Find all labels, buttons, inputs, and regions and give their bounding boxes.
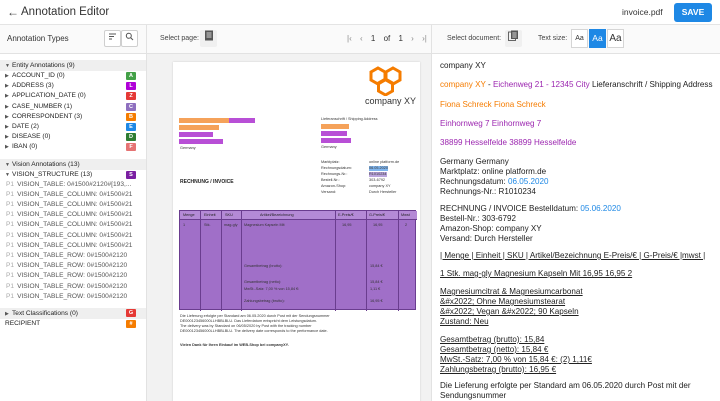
entity-row[interactable] [0, 81, 146, 91]
vision-item-label: VISION_TABLE: 0#1500#2120#[193,... [17, 180, 132, 188]
company-logo-icon [368, 66, 404, 96]
top-bar [0, 0, 720, 25]
back-arrow-icon[interactable]: ← [7, 5, 19, 19]
table-header-row: Menge Einheit SKU Artikel/Bezeichnung E-Preis/€ G-Preis/€ Mwst [180, 211, 417, 220]
meta-value: online platform.de [369, 160, 400, 164]
page-total: 1 [398, 34, 403, 43]
select-page-label: Select page: [160, 35, 199, 42]
vision-item-label: VISION_TABLE_COLUMN: 0#1500#21 [17, 221, 133, 229]
entity-annotations-header[interactable]: ▼ Entity Annotations (9) [0, 60, 146, 71]
vision-item-label: VISION_TABLE_COLUMN: 0#1500#21 [17, 190, 133, 198]
caret-right-icon: ▶ [5, 113, 9, 120]
text-size-medium-button[interactable]: Aa [589, 29, 606, 48]
address-highlight[interactable] [321, 138, 351, 143]
recipient-row[interactable]: RECIPIENT # [0, 319, 146, 329]
doc-country-right: Germany [321, 145, 337, 149]
table-desc-text: &#x2022; Vegan &#x2022; 90 Kapseln [440, 307, 579, 316]
entity-row[interactable] [0, 142, 146, 152]
doc-footer-line: DE000123456000LLHBBLBLU. Das Lieferdatum entspricht dem Leistungsdatum. [180, 319, 317, 323]
entity-badge: E [126, 123, 136, 131]
total-text: Gesamtbetrag (netto): 15,84 € [440, 345, 549, 354]
entity-list [0, 71, 146, 153]
table-desc-text: Magnesiumcitrat & Magnesiumcarbonat [440, 287, 583, 296]
meta-label: Rechnungsdatum: [321, 166, 352, 170]
caret-right-icon: ▶ [5, 93, 9, 100]
vision-item-row[interactable] [0, 220, 146, 230]
caret-right-icon: ▶ [5, 123, 9, 130]
correspondent-annotation[interactable]: Fiona Schreck Fiona Schreck [440, 100, 546, 109]
table-desc-text: Zustand: Neu [440, 317, 489, 326]
table-desc-text: &#x2022; Ohne Magnesiumstearat [440, 297, 566, 306]
file-name: invoice.pdf [622, 7, 663, 17]
entity-label: DISEASE (0) [12, 133, 51, 141]
meta-label: Amazon-Shop: [321, 184, 347, 188]
address-annotation[interactable]: Eichenweg 21 - 12345 City [492, 80, 590, 89]
footer-text: Die Lieferung erfolgte per Standard am 06.05.2020 durch Post mit der [440, 381, 691, 390]
text-size-large-button[interactable]: Aa [607, 29, 624, 48]
annotation-sidebar [0, 54, 146, 401]
caret-right-icon: ▶ [5, 310, 9, 317]
caret-down-icon: ▼ [5, 63, 10, 69]
vision-annotations-header[interactable]: ▼ Vision Annotations (13) [0, 159, 146, 170]
vision-item-label: VISION_TABLE_ROW: 0#1500#2120 [17, 272, 128, 280]
text-line: Bestell-Nr.: 303-6792 [440, 214, 517, 223]
vision-list [0, 180, 146, 302]
address-highlight[interactable] [179, 132, 213, 137]
entity-row[interactable] [0, 71, 146, 81]
page-prefix: P1 [6, 252, 15, 259]
meta-value: Durch Hersteller [369, 190, 397, 194]
caret-right-icon: ▶ [5, 83, 9, 90]
text-line: Versand: Durch Hersteller [440, 234, 533, 243]
page-prefix: P1 [6, 231, 15, 239]
vision-item-row[interactable] [0, 251, 146, 261]
page-prefix: P1 [6, 241, 15, 249]
vision-item-row[interactable] [0, 231, 146, 241]
annotation-types-label: Annotation Types [7, 34, 69, 43]
page-prefix: P1 [6, 201, 15, 209]
meta-value: company XY [369, 184, 391, 188]
address-highlight[interactable] [321, 131, 347, 136]
vision-item-label: VISION_TABLE_COLUMN: 0#1500#21 [17, 211, 133, 219]
text-classifications-header[interactable]: ▶ Text Classifications (0) G [0, 308, 146, 319]
text-line: Germany Germany [440, 157, 509, 166]
meta-label: Bestell-Nr.: [321, 178, 340, 182]
caret-down-icon: ▼ [5, 171, 10, 178]
page-prefix: P1 [6, 211, 15, 219]
page-current: 1 [370, 34, 376, 43]
entity-badge: L [126, 82, 136, 90]
prev-page-icon[interactable]: ‹ [359, 34, 363, 43]
case-number-highlight[interactable]: R1010234 [369, 172, 387, 176]
payment-text: Zahlungsbetrag (brutto): 16,95 € [440, 365, 557, 374]
page-prefix: P1 [6, 221, 15, 229]
entity-badge: A [126, 72, 136, 80]
doc-footer-line: DE000123456000LLHBBLBLU. The delivery date corresponds to the performance date. [180, 329, 328, 333]
entity-badge: C [126, 103, 136, 111]
text-size-label: Text size: [538, 35, 568, 42]
invoice-page[interactable] [173, 62, 420, 401]
meta-label: Rechnungs-Nr.: [321, 172, 348, 176]
text-line: RECHNUNG / INVOICE Bestelldatum: 05.06.2020 [440, 204, 621, 213]
vision-structure-row[interactable]: ▼ VISION_STRUCTURE (13) S [0, 170, 146, 180]
vision-item-label: VISION_TABLE_ROW: 0#1500#2120 [17, 262, 128, 270]
footer-text: Sendungsnummer [440, 391, 507, 400]
vision-item-row[interactable] [0, 180, 146, 190]
page-title: Annotation Editor [21, 6, 110, 18]
vision-item-row[interactable] [0, 271, 146, 281]
address-annotation[interactable]: 38899 Hesselfelde 38899 Hesselfelde [440, 138, 577, 147]
text-line: company XY [440, 61, 486, 70]
page-prefix: P1 [6, 282, 15, 290]
caret-down-icon: ▼ [5, 161, 10, 168]
address-annotation[interactable]: Einhornweg 7 Einhornweg 7 [440, 119, 542, 128]
entity-label: CASE_NUMBER (1) [12, 102, 73, 110]
caret-right-icon: ▶ [5, 73, 9, 79]
text-line: Rechnungsdatum: 06.05.2020 [440, 177, 549, 186]
entity-label: APPLICATION_DATE (0) [12, 92, 86, 100]
page-prefix: P1 [6, 272, 15, 280]
vision-item-row[interactable] [0, 292, 146, 302]
vision-item-label: VISION_TABLE_COLUMN: 0#1500#21 [17, 241, 133, 249]
vision-item-label: VISION_TABLE_COLUMN: 0#1500#21 [17, 231, 133, 239]
vision-item-row[interactable] [0, 241, 146, 251]
company-logo-text: company XY [365, 96, 417, 106]
vision-item-row[interactable] [0, 261, 146, 271]
caret-right-icon: ▶ [5, 134, 9, 141]
text-line: Amazon-Shop: company XY [440, 224, 542, 233]
entity-row[interactable] [0, 102, 146, 112]
vision-item-label: VISION_TABLE_ROW: 0#1500#2120 [17, 292, 128, 300]
entity-row[interactable] [0, 91, 146, 101]
table-row-text: 1 Stk. mag-gly Magnesium Kapseln Mit 16,95 16,95 2 [440, 269, 633, 278]
doc-country: Germany [180, 146, 196, 150]
date-highlight[interactable]: 06.05.2020 [369, 166, 389, 170]
vision-item-label: VISION_TABLE_COLUMN: 0#1500#21 [17, 201, 133, 209]
entity-badge: Z [126, 92, 136, 100]
entity-row[interactable] [0, 112, 146, 122]
sort-icon[interactable] [104, 30, 121, 47]
page-prefix: P1 [6, 262, 15, 270]
text-classifications-badge: G [126, 309, 136, 317]
document-select-icon[interactable] [505, 30, 522, 47]
vision-item-label: VISION_TABLE_ROW: 0#1500#2120 [17, 252, 128, 259]
address-highlight[interactable] [229, 118, 255, 123]
entity-label: ACCOUNT_ID (0) [12, 72, 65, 79]
entity-badge: B [126, 113, 136, 121]
page-thumbnail-icon[interactable] [200, 30, 217, 47]
date-annotation[interactable]: 05.06.2020 [580, 204, 621, 213]
correspondent-highlight[interactable] [321, 124, 349, 129]
vision-table-highlight[interactable]: Menge Einheit SKU Artikel/Bezeichnung E-Preis/€ G-Preis/€ Mwst 1 Stk. mag-gly Magnesium Kapseln Mit 16,95 16,95 2 Gesamtbetrag (brutto): 15,84 € Gesamtbetrag (netto): 15,84 € MwSt.-Satz: 7,00 % von 15,84 €: 1,11 € Zahlungsbetrag (brutto): 16,95 € [179, 210, 416, 310]
page-prefix: P1 [6, 180, 15, 188]
first-page-icon[interactable]: |‹ [347, 34, 352, 43]
correspondent-highlight[interactable] [179, 125, 219, 130]
doc-footer-line: The delivery was by Standard on 06/05/2020 by Post with the tracking number [180, 324, 312, 328]
page-of: of [383, 34, 391, 43]
next-page-icon[interactable]: › [411, 34, 414, 43]
recipient-badge: # [126, 320, 136, 328]
entity-row[interactable] [0, 122, 146, 132]
entity-label: DATE (2) [12, 122, 39, 130]
last-page-icon[interactable]: ›| [422, 34, 427, 43]
meta-label: Versand: [321, 190, 336, 194]
text-line: Marktplatz: online platform.de [440, 167, 547, 176]
total-text: Gesamtbetrag (brutto): 15,84 [440, 335, 545, 344]
vision-item-row[interactable] [0, 282, 146, 292]
text-line: Rechnungs-Nr.: R1010234 [440, 187, 536, 196]
vat-text: MwSt.-Satz: 7,00 % von 15,84 €: (2) 1,11€ [440, 355, 592, 364]
table-header-text: | Menge | Einheit | SKU | Artikel/Bezeichnung E-Preis/€ | G-Preis/€ |mwst | [440, 251, 706, 260]
entity-label: IBAN (0) [12, 143, 38, 151]
entity-label: ADDRESS (3) [12, 82, 54, 90]
entity-label: CORRESPONDENT (3) [12, 112, 83, 120]
page-prefix: P1 [6, 292, 15, 300]
vision-item-label: VISION_TABLE_ROW: 0#1500#2120 [17, 282, 128, 290]
search-icon[interactable] [121, 30, 138, 47]
text-size-small-button[interactable]: Aa [571, 29, 588, 48]
correspondent-annotation[interactable]: company XY [440, 80, 486, 89]
select-document-label: Select document: [447, 35, 502, 42]
save-button[interactable]: SAVE [674, 3, 712, 22]
correspondent-highlight[interactable] [179, 118, 229, 123]
entity-badge: F [126, 143, 136, 151]
pager [347, 34, 433, 43]
invoice-heading: RECHNUNG / INVOICE [180, 179, 234, 185]
vision-structure-badge: S [126, 171, 136, 179]
doc-thanks-line: Vielen Dank für Ihren Einkauf im WEB-Shop bei companyXY. [180, 343, 289, 347]
doc-footer-line: Die Lieferung erfolgte per Standard am 06.05.2020 durch Post mit der Sendungsnummer [180, 314, 330, 318]
document-preview-pane [147, 54, 431, 401]
sub-toolbar [0, 25, 720, 54]
entity-row[interactable] [0, 132, 146, 142]
meta-value: 303-6792 [369, 178, 386, 182]
vision-item-row[interactable] [0, 210, 146, 220]
meta-label: Marktplatz: [321, 160, 340, 164]
doc-sender-line: Lieferanschrift / Shipping Address [321, 117, 378, 121]
text-line: company XY - Eichenweg 21 - 12345 City Lieferanschrift / Shipping Address [440, 80, 713, 89]
address-highlight[interactable] [179, 139, 223, 144]
page-prefix: P1 [6, 190, 15, 198]
date-annotation[interactable]: 06.05.2020 [507, 177, 549, 186]
vision-item-row[interactable] [0, 200, 146, 210]
caret-right-icon: ▶ [5, 144, 9, 151]
extracted-text-pane [432, 54, 720, 401]
caret-right-icon: ▶ [5, 103, 9, 110]
vision-item-row[interactable] [0, 190, 146, 200]
entity-badge: D [126, 133, 136, 141]
